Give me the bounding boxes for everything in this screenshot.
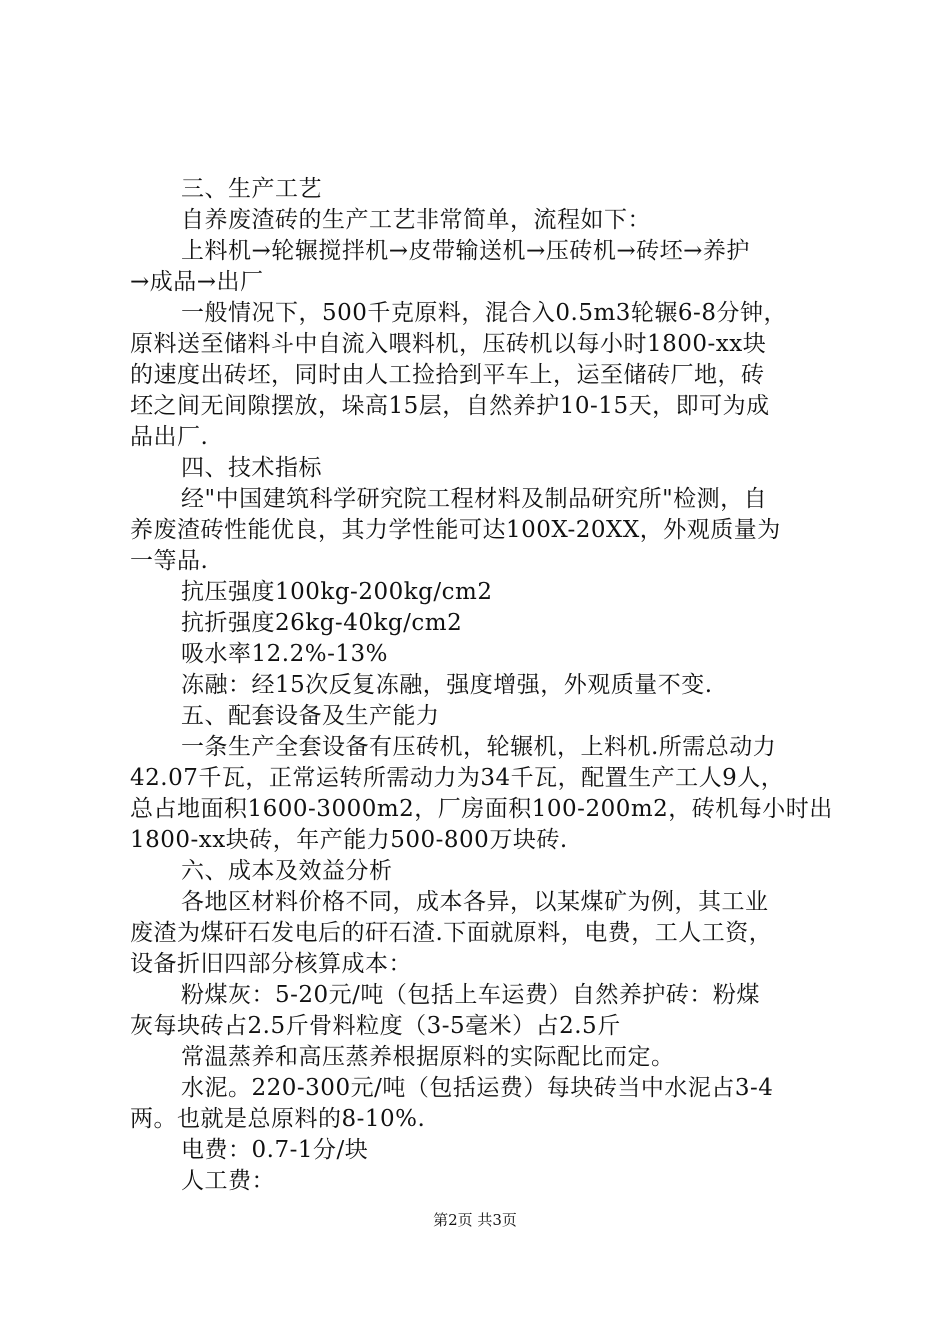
section-heading-cost-benefit: 六、成本及效益分析 (181, 858, 393, 884)
paragraph-line: 原料送至储料斗中自流入喂料机，压砖机以每小时1800-xx块 (130, 331, 767, 357)
paragraph-line: 水泥。220-300元/吨（包括运费）每块砖当中水泥占3-4 (181, 1075, 774, 1101)
spec-line: 抗压强度100kg-200kg/cm2 (181, 579, 493, 605)
paragraph-line: 一条生产全套设备有压砖机，轮辗机，上料机.所需总动力 (181, 734, 777, 760)
document-body (130, 174, 835, 1197)
paragraph-line: 常温蒸养和高压蒸养根据原料的实际配比而定。 (181, 1044, 675, 1070)
paragraph-line: 坯之间无间隙摆放，垛高15层，自然养护10-15天，即可为成 (130, 393, 770, 419)
spec-line: 冻融：经15次反复冻融，强度增强，外观质量不变. (181, 672, 713, 698)
paragraph-line: 一般情况下，500千克原料，混合入0.5m3轮辗6-8分钟， (181, 300, 787, 326)
paragraph-line: 粉煤灰：5-20元/吨（包括上车运费）自然养护砖：粉煤 (181, 982, 760, 1008)
paragraph-line: 42.07千瓦，正常运转所需动力为34千瓦，配置生产工人9人， (130, 765, 785, 791)
paragraph-line: 养废渣砖性能优良，其力学性能可达100X-20XX，外观质量为 (130, 517, 781, 543)
paragraph-line: 1800-xx块砖，年产能力500-800万块砖. (130, 827, 568, 853)
paragraph-line: 设备折旧四部分核算成本： (130, 951, 412, 977)
paragraph-line: 品出厂. (130, 424, 209, 450)
paragraph-line: 电费：0.7-1分/块 (181, 1137, 369, 1163)
paragraph-line: 一等品. (130, 548, 209, 574)
spec-line: 吸水率12.2%-13% (181, 641, 388, 667)
page-number-footer: 第2页 共3页 (433, 1211, 517, 1229)
paragraph-line: 总占地面积1600-3000m2，厂房面积100-200m2，砖机每小时出 (130, 796, 833, 822)
process-flow-line: →成品→出厂 (130, 269, 264, 295)
paragraph-line: 各地区材料价格不同，成本各异，以某煤矿为例，其工业 (181, 889, 769, 915)
paragraph-line: 人工费： (181, 1168, 275, 1194)
section-heading-production-process: 三、生产工艺 (181, 176, 322, 202)
paragraph-line: 废渣为煤矸石发电后的矸石渣.下面就原料，电费，工人工资， (130, 920, 773, 946)
paragraph-line: 灰每块砖占2.5斤骨料粒度（3-5毫米）占2.5斤 (130, 1013, 621, 1039)
section-heading-equipment-capacity: 五、配套设备及生产能力 (181, 703, 440, 729)
process-flow-line: 上料机→轮辗搅拌机→皮带输送机→压砖机→砖坯→养护 (181, 238, 750, 264)
paragraph-line: 自养废渣砖的生产工艺非常简单，流程如下： (181, 207, 651, 233)
spec-line: 抗折强度26kg-40kg/cm2 (181, 610, 463, 636)
paragraph-line: 两。也就是总原料的8-10%. (130, 1106, 426, 1132)
paragraph-line: 经"中国建筑科学研究院工程材料及制品研究所"检测，自 (181, 486, 768, 512)
section-heading-technical-indicators: 四、技术指标 (181, 455, 322, 481)
paragraph-line: 的速度出砖坯，同时由人工捡拾到平车上，运至储砖厂地，砖 (130, 362, 765, 388)
